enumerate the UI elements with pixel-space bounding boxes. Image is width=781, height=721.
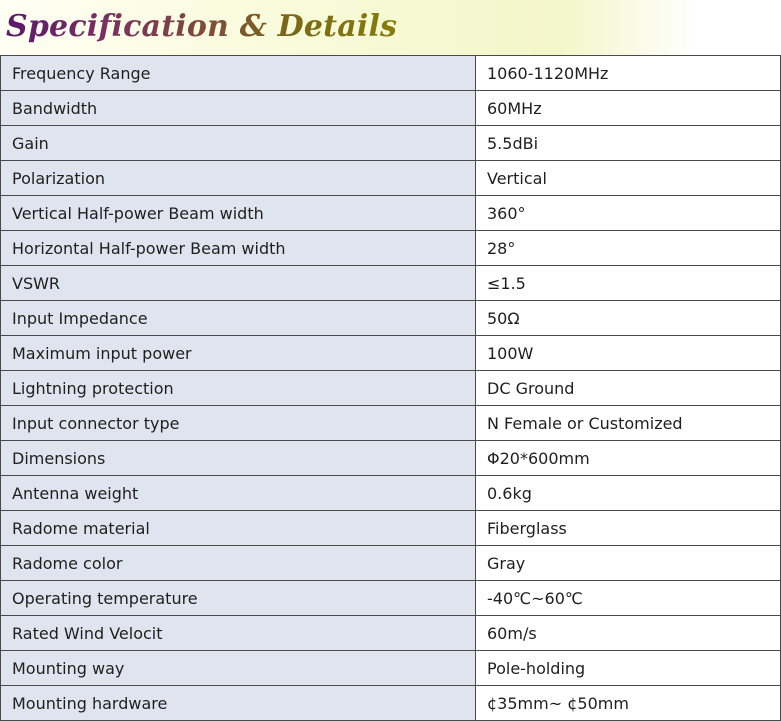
spec-label: VSWR (1, 266, 476, 301)
spec-value: -40℃~60℃ (476, 581, 781, 616)
table-row (1, 301, 781, 336)
spec-value: 1060-1120MHz (476, 56, 781, 91)
spec-label: Polarization (1, 161, 476, 196)
spec-value: ≤1.5 (476, 266, 781, 301)
table-row (1, 196, 781, 231)
header-banner (0, 0, 700, 55)
spec-value: ¢35mm~ ¢50mm (476, 686, 781, 721)
table-row (1, 441, 781, 476)
spec-value: Pole-holding (476, 651, 781, 686)
spec-label: Vertical Half-power Beam width (1, 196, 476, 231)
spec-value: 5.5dBi (476, 126, 781, 161)
spec-label: Horizontal Half-power Beam width (1, 231, 476, 266)
spec-label: Gain (1, 126, 476, 161)
spec-label: Radome color (1, 546, 476, 581)
table-row (1, 406, 781, 441)
spec-label: Maximum input power (1, 336, 476, 371)
spec-value: 360° (476, 196, 781, 231)
table-row (1, 126, 781, 161)
spec-label: Operating temperature (1, 581, 476, 616)
spec-value: DC Ground (476, 371, 781, 406)
spec-label: Mounting hardware (1, 686, 476, 721)
spec-value: 28° (476, 231, 781, 266)
spec-value: Gray (476, 546, 781, 581)
table-row (1, 161, 781, 196)
table-row (1, 56, 781, 91)
table-row (1, 546, 781, 581)
spec-label: Antenna weight (1, 476, 476, 511)
spec-label: Input Impedance (1, 301, 476, 336)
table-row (1, 476, 781, 511)
spec-value: 100W (476, 336, 781, 371)
spec-value: 60m/s (476, 616, 781, 651)
spec-label: Radome material (1, 511, 476, 546)
table-row (1, 651, 781, 686)
table-row (1, 686, 781, 721)
spec-value: N Female or Customized (476, 406, 781, 441)
table-row (1, 91, 781, 126)
spec-label: Frequency Range (1, 56, 476, 91)
table-row (1, 581, 781, 616)
spec-value: 60MHz (476, 91, 781, 126)
table-row (1, 266, 781, 301)
table-row (1, 231, 781, 266)
table-row (1, 511, 781, 546)
table-row (1, 371, 781, 406)
spec-table (0, 55, 781, 721)
table-row (1, 616, 781, 651)
page-title: Specification & Details (6, 9, 398, 44)
spec-label: Input connector type (1, 406, 476, 441)
spec-value: Vertical (476, 161, 781, 196)
spec-value: Fiberglass (476, 511, 781, 546)
spec-label: Lightning protection (1, 371, 476, 406)
spec-label: Rated Wind Velocit (1, 616, 476, 651)
spec-value: Φ20*600mm (476, 441, 781, 476)
spec-value: 0.6kg (476, 476, 781, 511)
table-row (1, 336, 781, 371)
spec-label: Dimensions (1, 441, 476, 476)
spec-value: 50Ω (476, 301, 781, 336)
spec-label: Bandwidth (1, 91, 476, 126)
spec-label: Mounting way (1, 651, 476, 686)
